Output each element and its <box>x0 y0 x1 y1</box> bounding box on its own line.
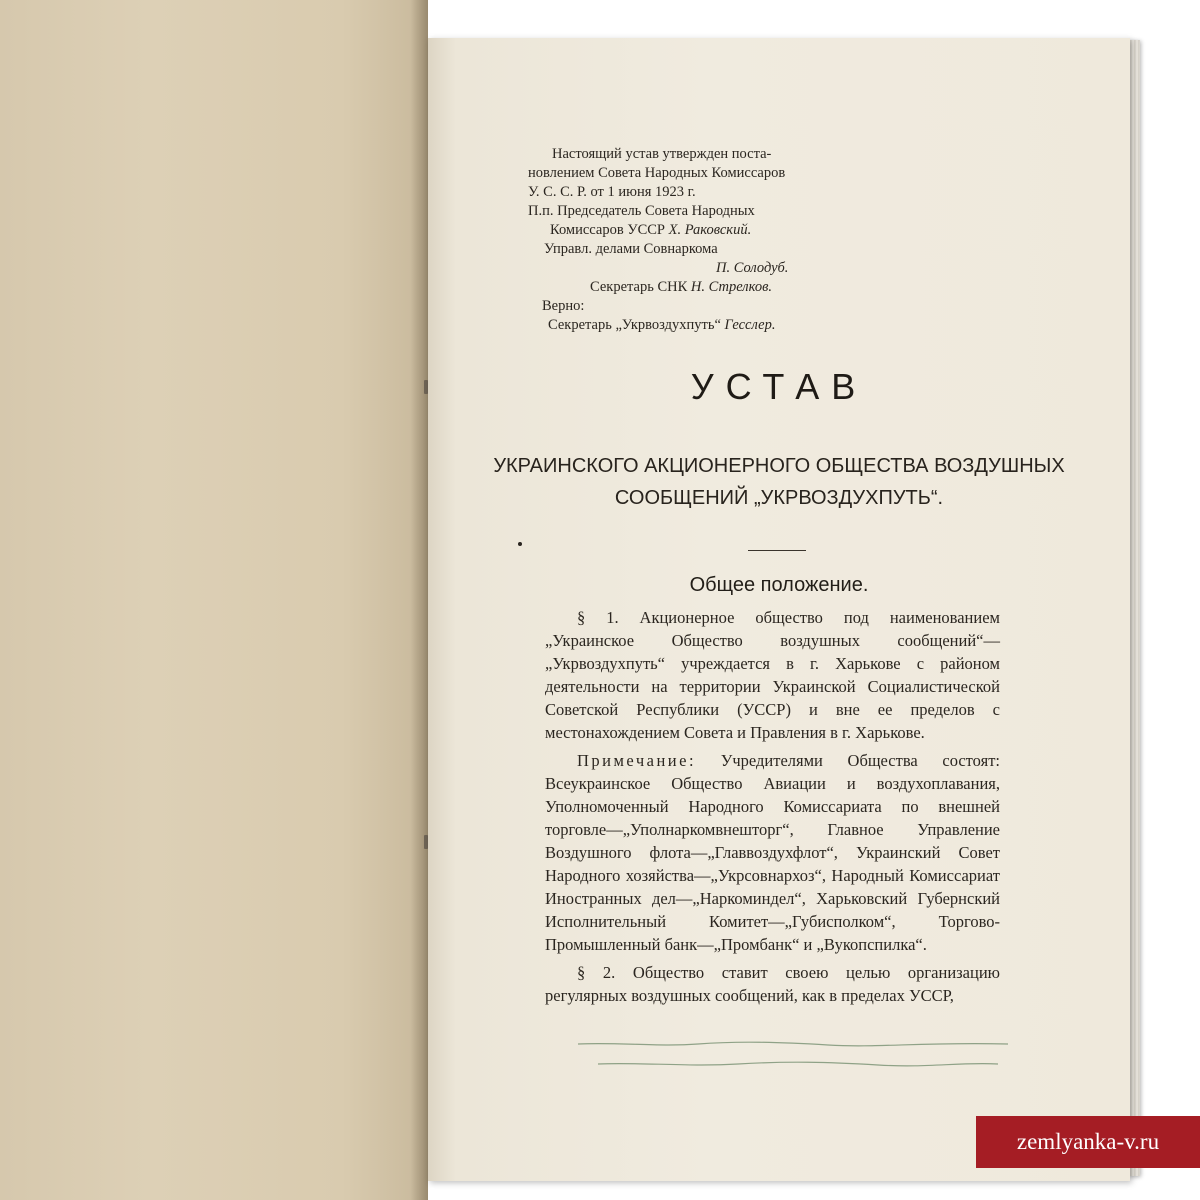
signatory-name: П. Солодуб. <box>716 260 789 276</box>
approval-line: Верно: <box>542 298 585 314</box>
paragraph-2: § 2. Общество ставит своею целью организацию регулярных воздушных сообщений, как в пределах УССР, <box>545 963 1000 1005</box>
divider-rule <box>748 550 806 551</box>
document-subtitle <box>428 450 1130 514</box>
approval-line-text: Секретарь „Укрвоздухпуть“ <box>548 317 725 333</box>
left-page <box>0 0 428 1200</box>
section-heading: Общее положение. <box>689 574 869 596</box>
approval-line: Настоящий устав утвержден поста- <box>552 146 772 162</box>
subtitle-line: СООБЩЕНИЙ „УКРВОЗДУХПУТЬ“. <box>614 487 944 509</box>
approval-line-text: Секретарь СНК <box>590 279 691 295</box>
approval-line <box>528 278 858 297</box>
approval-line: новлением Совета Народных Комиссаров <box>528 165 786 181</box>
site-watermark: zemlyanka-v.ru <box>976 1116 1200 1168</box>
body-text <box>545 606 1000 1012</box>
approval-note <box>528 145 858 335</box>
approval-line <box>528 221 858 240</box>
right-page <box>428 38 1130 1181</box>
signatory-name: Н. Стрелков. <box>690 279 773 295</box>
approval-line: Управл. делами Совнаркома <box>544 241 718 257</box>
subtitle-line: УКРАИНСКОГО АКЦИОНЕРНОГО ОБЩЕСТВА ВОЗДУШНЫХ <box>493 455 1065 477</box>
pencil-underline <box>578 1038 1008 1068</box>
gutter-shadow <box>410 0 428 1200</box>
signatory-name: Х. Раковский. <box>668 222 752 238</box>
approval-line <box>528 316 858 335</box>
approval-line-text: Комиссаров УССР <box>550 222 669 238</box>
note-paragraph <box>545 749 1000 956</box>
paragraph-1: § 1. Акционерное общество под наименованием „Украинское Общество воздушных сообщений“—„Укрвоздухпуть“ учреждается в г. Харькове с районом деятельности на территории Украинской Социалистической Советской Республики (УССР) и вне ее пределов с местонахождением Совета и Правления в г. Харькове. <box>545 608 1000 742</box>
approval-line: П.п. Председатель Совета Народных <box>528 203 755 219</box>
note-text: Учредителями Общества состоят: Всеукраинское Общество Авиации и воздухоплавания, Уполномоченный Народного Комиссариата по внешней торговле—„Уполнаркомвнешторг“, Главное Управление Воздушного флота—„Главвоздухфлот“, Украинский Совет Народного хозяйства—„Укрсовнархоз“, Народный Комиссариат Иностранных дел—„Наркоминдел“, Харьковский Губернский Исполнительный Комитет—„Губисполком“, Торгово-Промышленный банк—„Промбанк“ и „Вукопспилка“. <box>545 751 1000 954</box>
signatory-name: Гесслер. <box>724 317 776 333</box>
approval-line: У. С. С. Р. от 1 июня 1923 г. <box>528 184 696 200</box>
document-title: УСТАВ <box>690 366 868 407</box>
document-page <box>428 38 1130 1181</box>
note-label: Примечание: <box>577 751 697 770</box>
ink-speck <box>518 542 522 546</box>
